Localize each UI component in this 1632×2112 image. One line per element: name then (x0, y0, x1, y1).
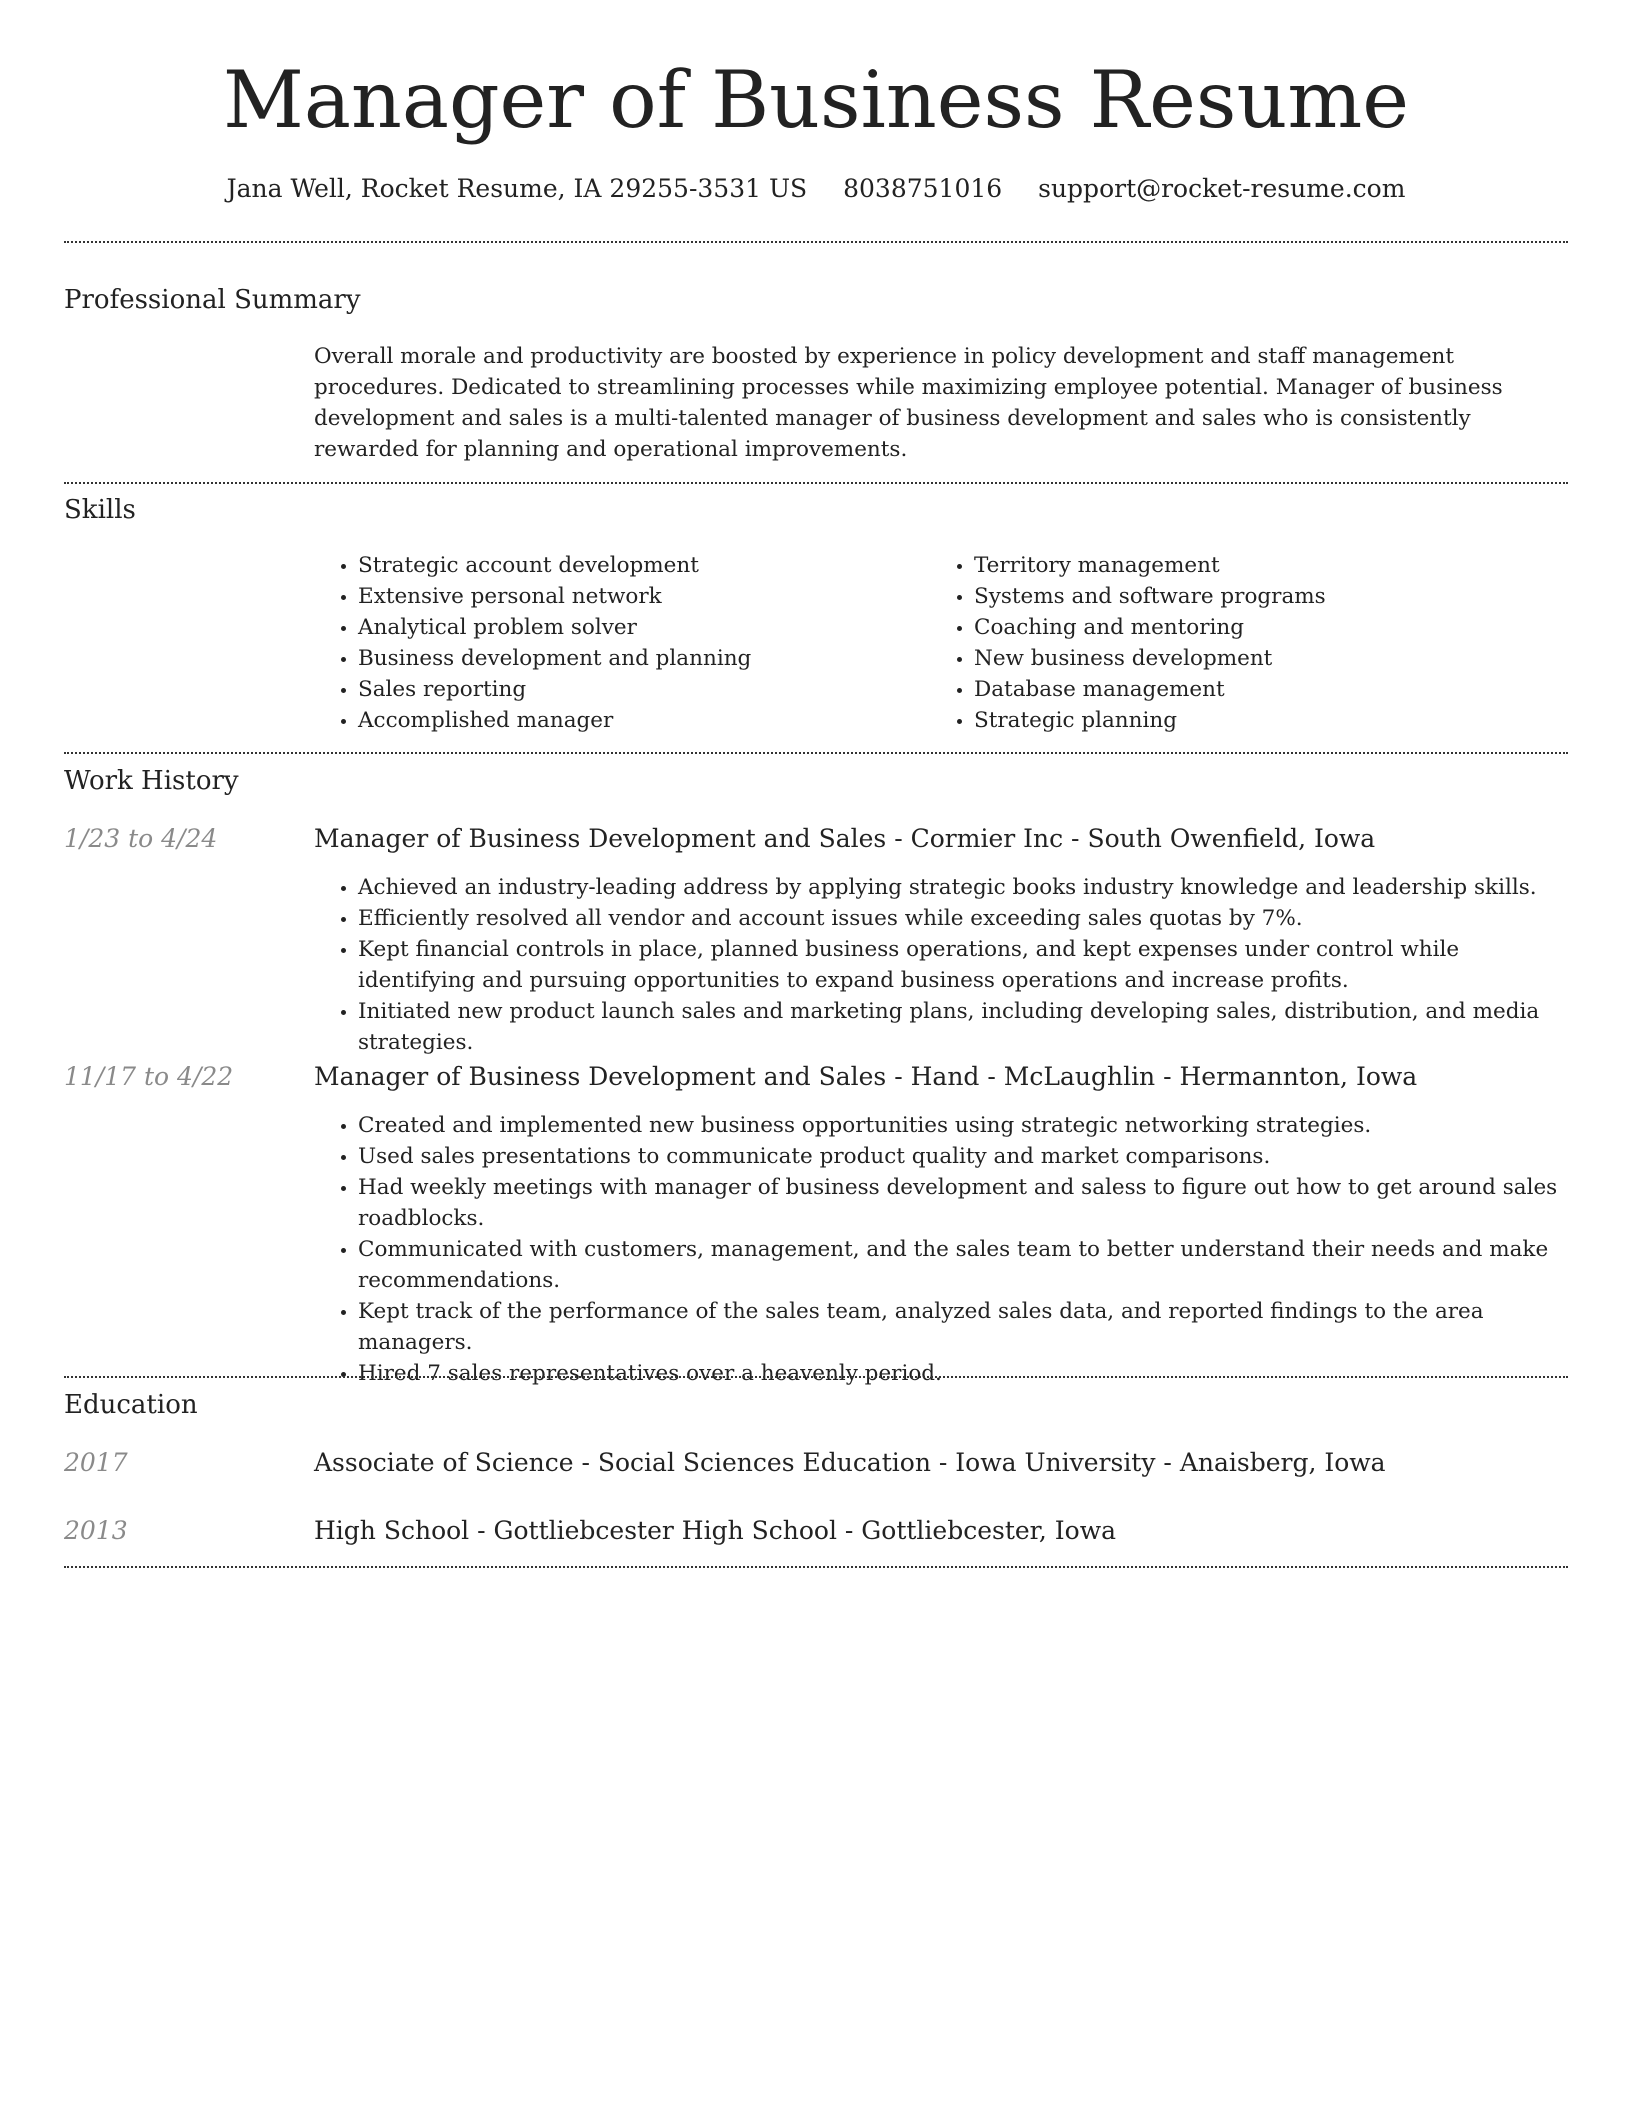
section-divider (64, 1376, 1568, 1378)
job-title: Manager of Business Development and Sales - Cormier Inc - South Owenfield, Iowa (314, 824, 1376, 853)
skill-item: • Systems and software programs (974, 581, 1564, 612)
job-bullet: • Achieved an industry-leading address by applying strategic books industry knowledge and leadership skills. (358, 872, 1568, 903)
job-bullet: • Used sales presentations to communicate product quality and market comparisons. (358, 1141, 1568, 1172)
work-history-heading: Work History (64, 766, 239, 796)
skill-item: • Accomplished manager (358, 705, 928, 736)
summary-text: Overall morale and productivity are boosted by experience in policy development and staff management procedures. Dedicated to streamlining processes while maximizing employee potential. Manager of business development and sales is a multi-talented manager of business development and sales who is consistently rewarded for planning and operational improvements. (314, 344, 1503, 462)
skill-item: • Analytical problem solver (358, 612, 928, 643)
contact-phone: 8038751016 (843, 174, 1003, 203)
skill-item: • Coaching and mentoring (974, 612, 1564, 643)
job-bullets (314, 1110, 1568, 1389)
job-dates: 11/17 to 4/22 (64, 1062, 234, 1091)
job-dates: 1/23 to 4/24 (64, 824, 218, 853)
section-divider (64, 752, 1568, 754)
education-entry: Associate of Science - Social Sciences Education - Iowa University - Anaisberg, Iowa (314, 1448, 1386, 1477)
job-bullet: • Had weekly meetings with manager of business development and saless to figure out how to get around sales roadblocks. (358, 1172, 1568, 1234)
contact-email: support@rocket-resume.com (1038, 174, 1406, 203)
skill-item: • Strategic planning (974, 705, 1564, 736)
skill-item: • Extensive personal network (358, 581, 928, 612)
job-bullet: • Kept track of the performance of the sales team, analyzed sales data, and reported findings to the area managers. (358, 1296, 1568, 1358)
job-bullet: • Hired 7 sales representatives over a heavenly period. (358, 1358, 1568, 1389)
skills-heading: Skills (64, 495, 136, 525)
education-heading: Education (64, 1390, 198, 1420)
education-year: 2013 (64, 1516, 128, 1545)
education-entry: High School - Gottliebcester High School - Gottliebcester, Iowa (314, 1516, 1117, 1545)
resume-title: Manager of Business Resume (223, 54, 1409, 146)
skill-item: • Territory management (974, 550, 1564, 581)
job-bullet: • Efficiently resolved all vendor and account issues while exceeding sales quotas by 7%. (358, 903, 1568, 934)
contact-line (0, 170, 1632, 208)
skill-item: • New business development (974, 643, 1564, 674)
job-bullet: • Communicated with customers, management, and the sales team to better understand their needs and make recommendations. (358, 1234, 1568, 1296)
section-divider (64, 241, 1568, 243)
section-divider (64, 1566, 1568, 1568)
job-bullet: • Created and implemented new business opportunities using strategic networking strategies. (358, 1110, 1568, 1141)
summary-heading: Professional Summary (64, 285, 361, 315)
skill-item: • Business development and planning (358, 643, 928, 674)
job-title: Manager of Business Development and Sales - Hand - McLaughlin - Hermannton, Iowa (314, 1062, 1418, 1091)
skill-item: • Strategic account development (358, 550, 928, 581)
skills-list-right (930, 550, 1564, 736)
job-bullet: • Initiated new product launch sales and marketing plans, including developing sales, distribution, and media strategies. (358, 996, 1568, 1058)
education-year: 2017 (64, 1448, 128, 1477)
skills-list-left (314, 550, 928, 736)
skill-item: • Database management (974, 674, 1564, 705)
section-divider (64, 482, 1568, 484)
contact-address: Jana Well, Rocket Resume, IA 29255-3531 US (226, 174, 808, 203)
skill-item: • Sales reporting (358, 674, 928, 705)
job-bullets (314, 872, 1568, 1058)
job-bullet: • Kept financial controls in place, planned business operations, and kept expenses under control while identifying and pursuing opportunities to expand business operations and increase profits. (358, 934, 1568, 996)
